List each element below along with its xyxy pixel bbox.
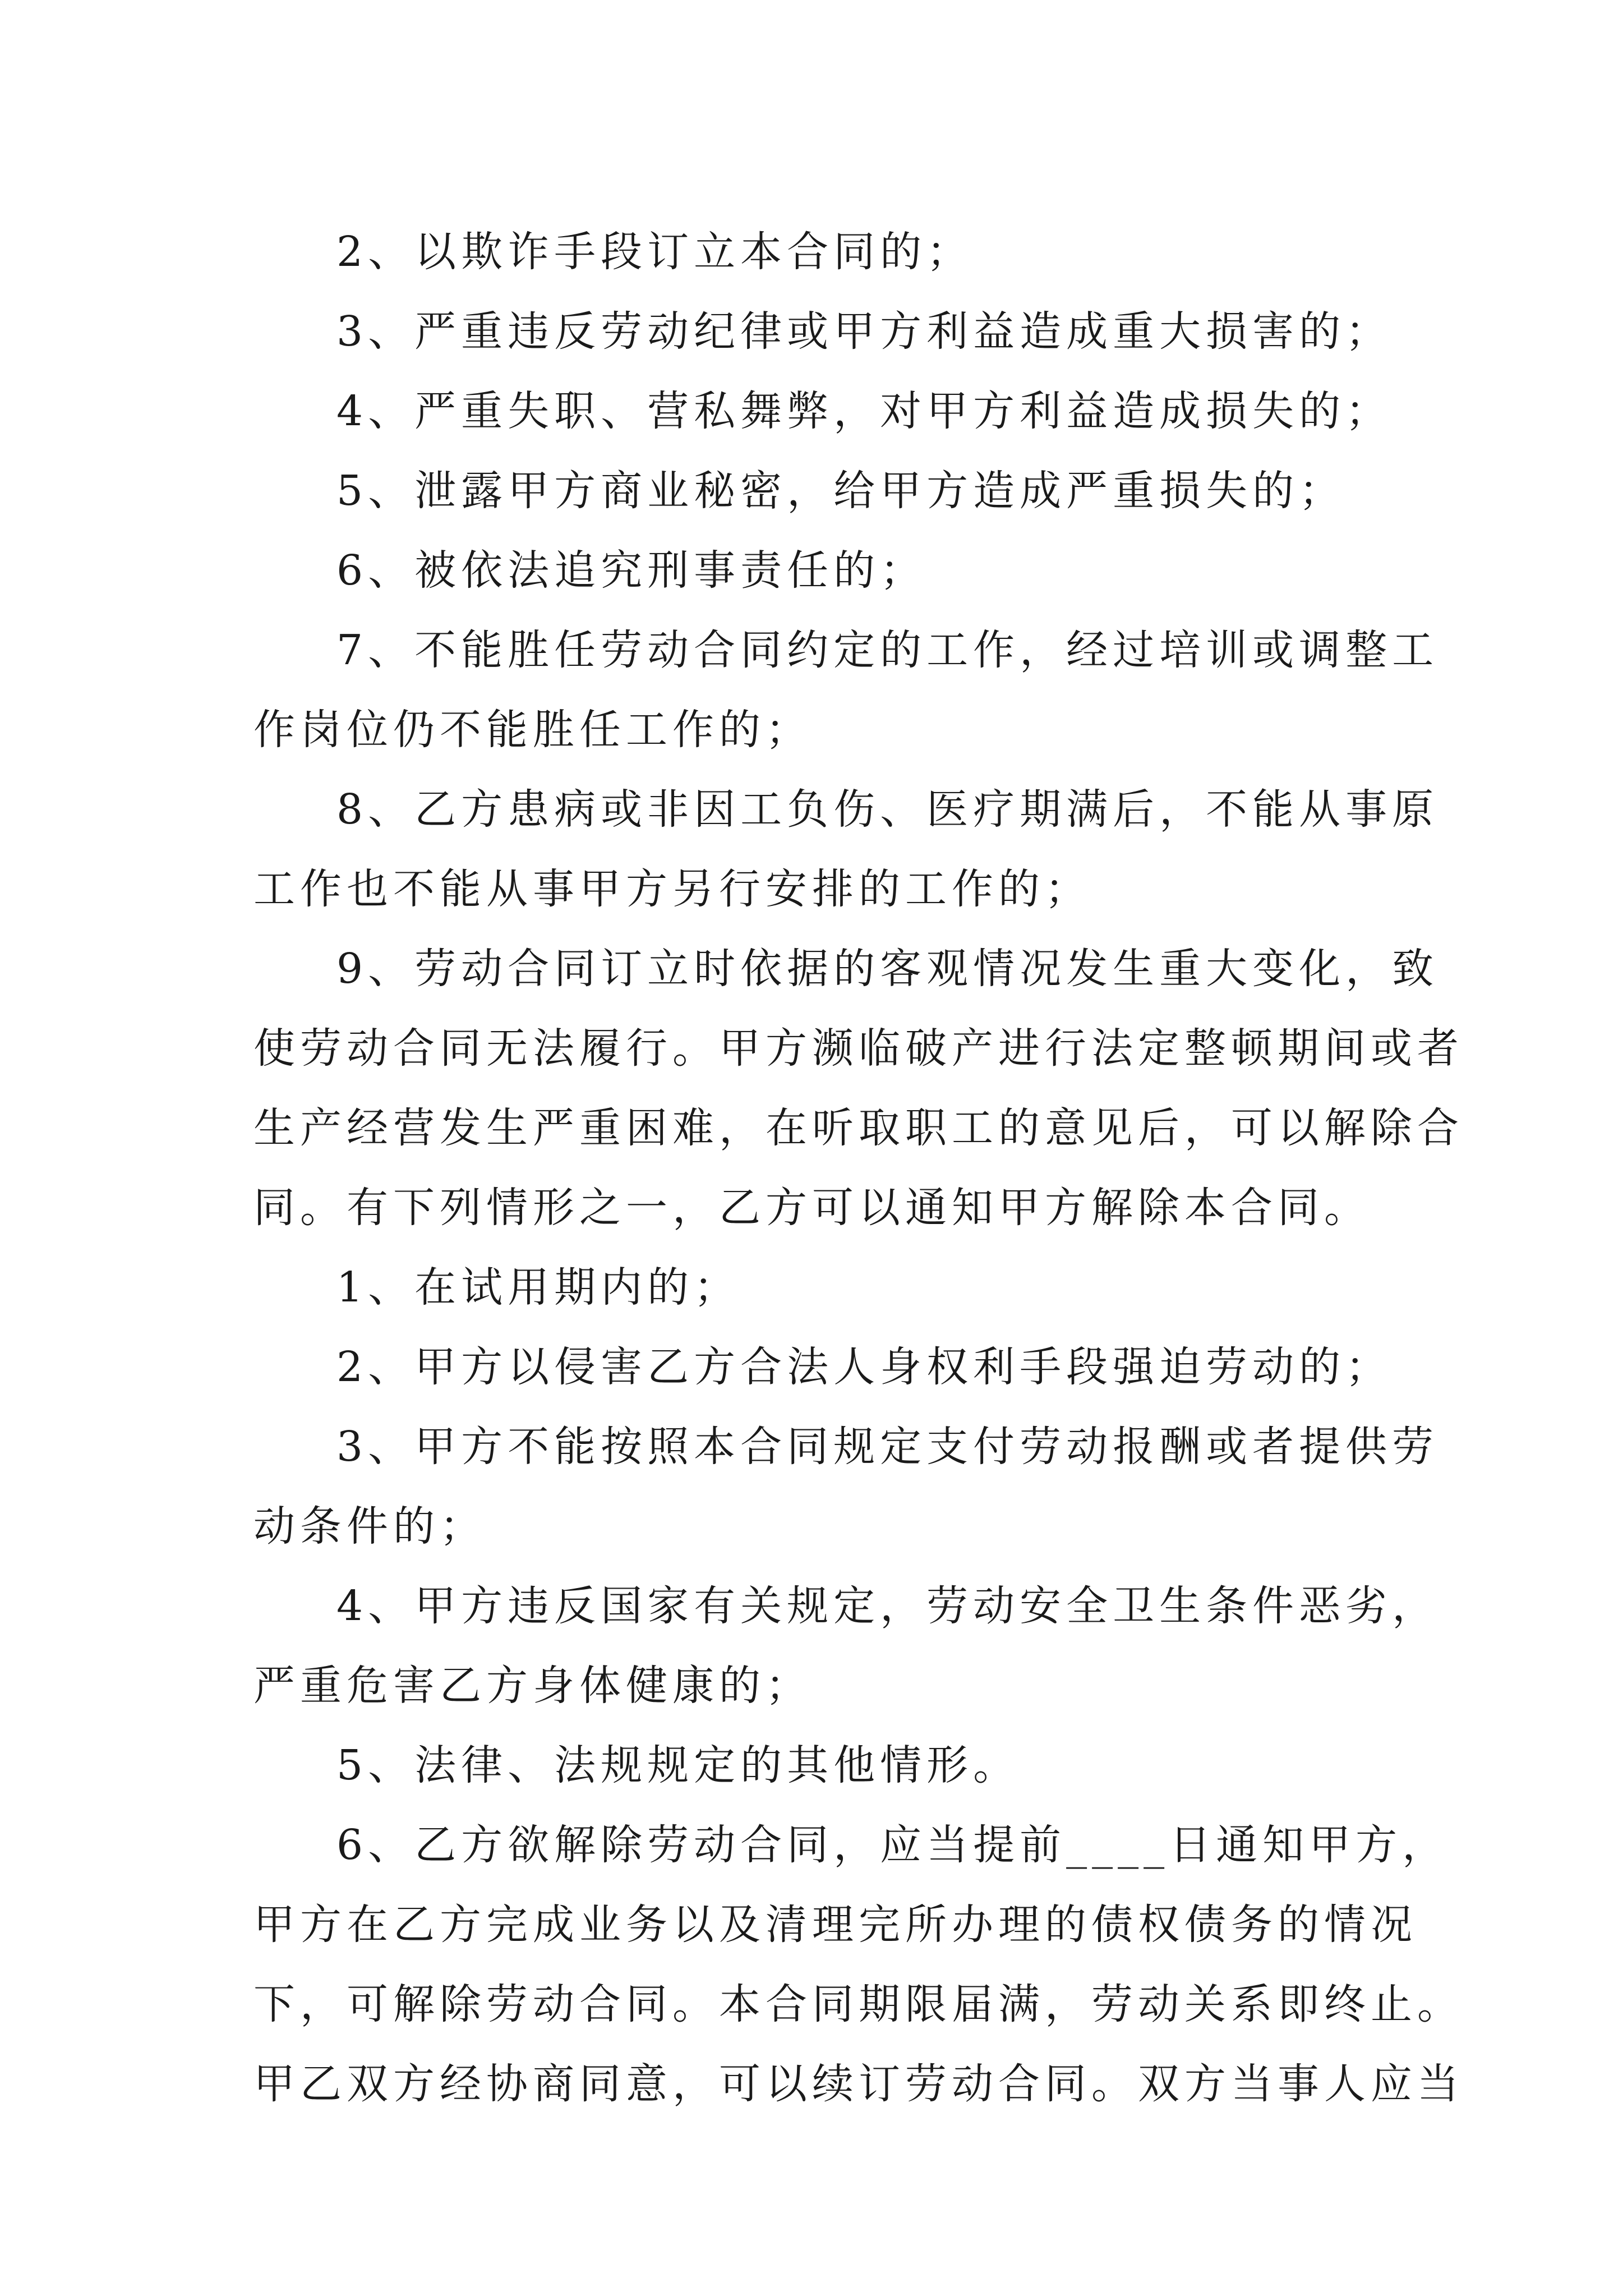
text-line: 5、法律、法规规定的其他情形。 (336, 1741, 1020, 1789)
text-line: 2、甲方以侵害乙方合法人身权利手段强迫劳动的； (336, 1343, 1393, 1391)
text-line: 下，可解除劳动合同。本合同期限届满，劳动关系即终止。 (253, 1980, 1464, 2028)
text-line: 使劳动合同无法履行。甲方濒临破产进行法定整顿期间或者 (253, 1024, 1464, 1073)
text-line: 甲方在乙方完成业务以及清理完所办理的债权债务的情况 (253, 1901, 1417, 1949)
text-line: 严重危害乙方身体健康的； (253, 1662, 812, 1710)
text-line: 7、不能胜任劳动合同约定的工作，经过培训或调整工 (336, 626, 1439, 674)
text-line: 生产经营发生严重困难，在听取职工的意见后，可以解除合 (253, 1104, 1464, 1152)
text-line: 同。有下列情形之一，乙方可以通知甲方解除本合同。 (253, 1184, 1371, 1232)
text-line: 2、以欺诈手段订立本合同的； (336, 228, 974, 276)
text-line: 3、甲方不能按照本合同规定支付劳动报酬或者提供劳 (336, 1423, 1439, 1471)
text-line: 4、严重失职、营私舞弊，对甲方利益造成损失的； (336, 387, 1393, 435)
text-line: 3、严重违反劳动纪律或甲方利益造成重大损害的； (336, 307, 1393, 356)
text-line: 5、泄露甲方商业秘密，给甲方造成严重损失的； (336, 467, 1346, 515)
text-line: 甲乙双方经协商同意，可以续订劳动合同。双方当事人应当 (253, 2060, 1464, 2108)
text-line: 9、劳动合同订立时依据的客观情况发生重大变化，致 (336, 945, 1439, 993)
text-line: 工作也不能从事甲方另行安排的工作的； (253, 865, 1091, 913)
text-line: 1、在试用期内的； (336, 1263, 741, 1312)
text-line: 动条件的； (253, 1502, 486, 1550)
text-line: 作岗位仍不能胜任工作的； (253, 706, 812, 754)
text-line: 6、乙方欲解除劳动合同，应当提前____日通知甲方， (336, 1821, 1449, 1869)
text-line: 4、甲方违反国家有关规定，劳动安全卫生条件恶劣， (336, 1582, 1439, 1630)
document-body (253, 212, 1464, 2124)
text-line: 6、被依法追究刑事责任的； (336, 546, 927, 595)
text-line: 8、乙方患病或非因工负伤、医疗期满后，不能从事原 (336, 785, 1439, 834)
